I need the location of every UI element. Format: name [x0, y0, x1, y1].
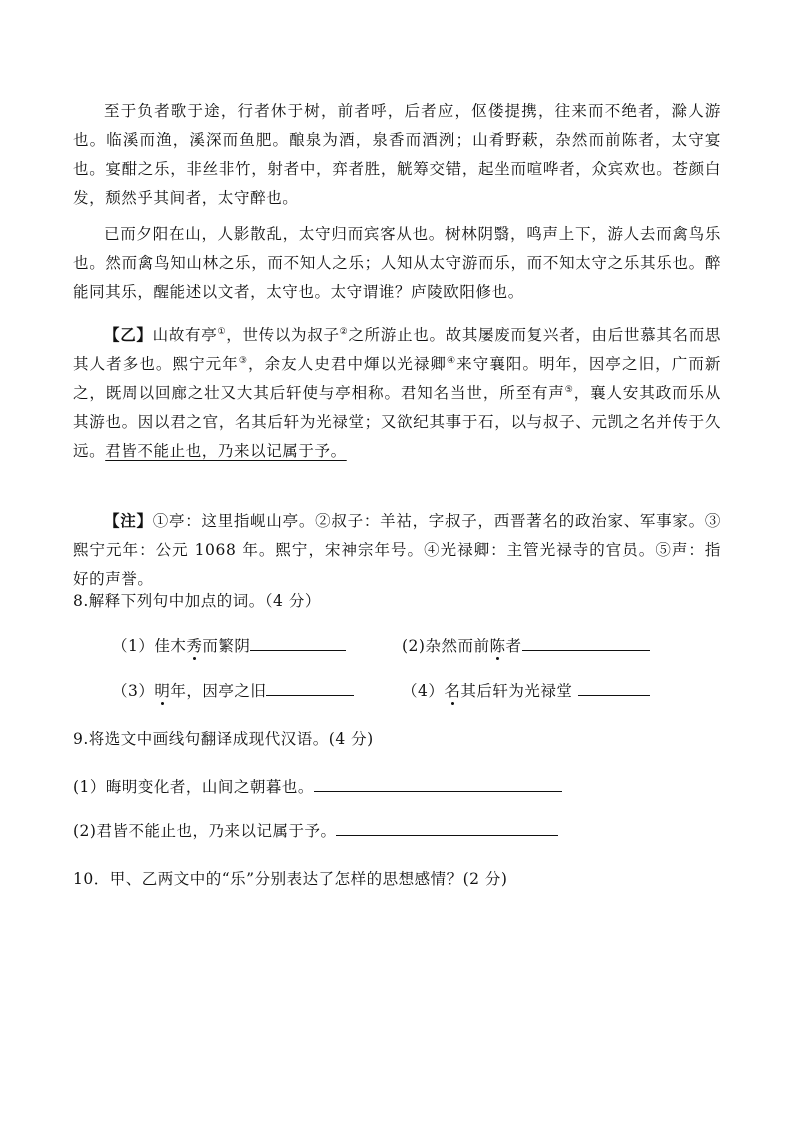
question-8-title: 8.解释下列句中加点的词。（4 分）	[73, 592, 321, 610]
yi-text: 山故有亭	[152, 326, 218, 344]
question-8-item-2: (2)杂然而前陈者	[402, 635, 650, 657]
jia-paragraph-2: 已而夕阳在山，人影散乱，太守归而宾客从也。树林阴翳，鸣声上下，游人去而禽鸟乐也。然而禽鸟知山林之乐，而不知人之乐；人知从太守游而乐，而不知太守之乐其乐也。醉能同其乐，醒能述以文者，太守也。太守谓谁？庐陵欧阳修也。	[73, 225, 721, 301]
yi-text: 之所游止也。故其屡废而复兴者，由后世慕其名而思其人者多也。熙宁元年	[73, 326, 722, 373]
footnote-mark: ⑤	[564, 384, 574, 395]
question-8-item-4: （4）名其后轩为光禄堂	[402, 680, 650, 702]
footnote-mark: ③	[238, 355, 248, 366]
footnote-mark: ①	[217, 326, 227, 337]
yi-label: 【乙】	[104, 325, 153, 344]
underlined-sentence: 君皆不能止也，乃来以记属于予。	[105, 442, 347, 460]
footnote-mark: ④	[447, 355, 457, 366]
dotted-word: 秀	[186, 637, 203, 655]
dotted-word: 明	[154, 682, 171, 700]
question-9-item-2: (2)君皆不能止也，乃来以记属于予。	[73, 820, 558, 842]
yi-text: ，余友人史君中煇以光禄卿	[248, 355, 447, 373]
note-text: ①亭：这里指岘山亭。②叔子：羊祜，字叔子，西晋著名的政治家、军事家。③熙宁元年：公元 1068 年。熙宁，宋神宗年号。④光禄卿：主管光禄寺的官员。⑤声：指好的声誉。	[73, 512, 721, 588]
dotted-word: 陈	[489, 637, 506, 655]
yi-text: ，世传以为叔子	[226, 326, 340, 344]
question-10-title: 10．甲、乙两文中的“乐”分别表达了怎样的思想感情？(2 分)	[73, 870, 508, 888]
yi-text: ，襄人安其政而乐从其游也。因以君之官，名其后轩为光禄堂；又欲纪其事于石，以与叔子、元凯之名并传于久远。	[73, 384, 721, 460]
jia-paragraph-1: 至于负者歌于途，行者休于树，前者呼，后者应，伛偻提携，往来而不绝者，滁人游也。临溪而渔，溪深而鱼肥。酿泉为酒，泉香而酒洌；山肴野蔌，杂然而前陈者，太守宴也。宴酣之乐，非丝非竹，射者中，弈者胜，觥筹交错，起坐而喧哗者，众宾欢也。苍颜白发，颓然乎其间者，太守醉也。	[73, 102, 721, 207]
question-9-item-1: (1）晦明变化者，山间之朝暮也。	[73, 776, 562, 798]
answer-blank[interactable]	[266, 694, 354, 696]
question-9-title: 9.将选文中画线句翻译成现代汉语。(4 分)	[73, 730, 374, 748]
answer-blank[interactable]	[250, 649, 346, 651]
notes-paragraph	[73, 506, 721, 594]
answer-blank[interactable]	[314, 790, 562, 792]
yi-text: 来守襄阳。明年，因亭之旧，广而新之，既周以回廊之壮又大其后轩使与亭相称。君知名当世，所至有声	[73, 355, 721, 402]
answer-blank[interactable]	[522, 649, 650, 651]
note-label: 【注】	[104, 511, 153, 530]
dotted-word: 名	[444, 682, 461, 700]
footnote-mark: ②	[339, 326, 349, 337]
yi-passage	[73, 320, 721, 466]
question-8-item-3: （3）明年，因亭之旧	[112, 680, 354, 702]
question-8-item-1: （1）佳木秀而繁阴	[112, 635, 346, 657]
answer-blank[interactable]	[336, 834, 558, 836]
answer-blank[interactable]	[578, 694, 650, 696]
